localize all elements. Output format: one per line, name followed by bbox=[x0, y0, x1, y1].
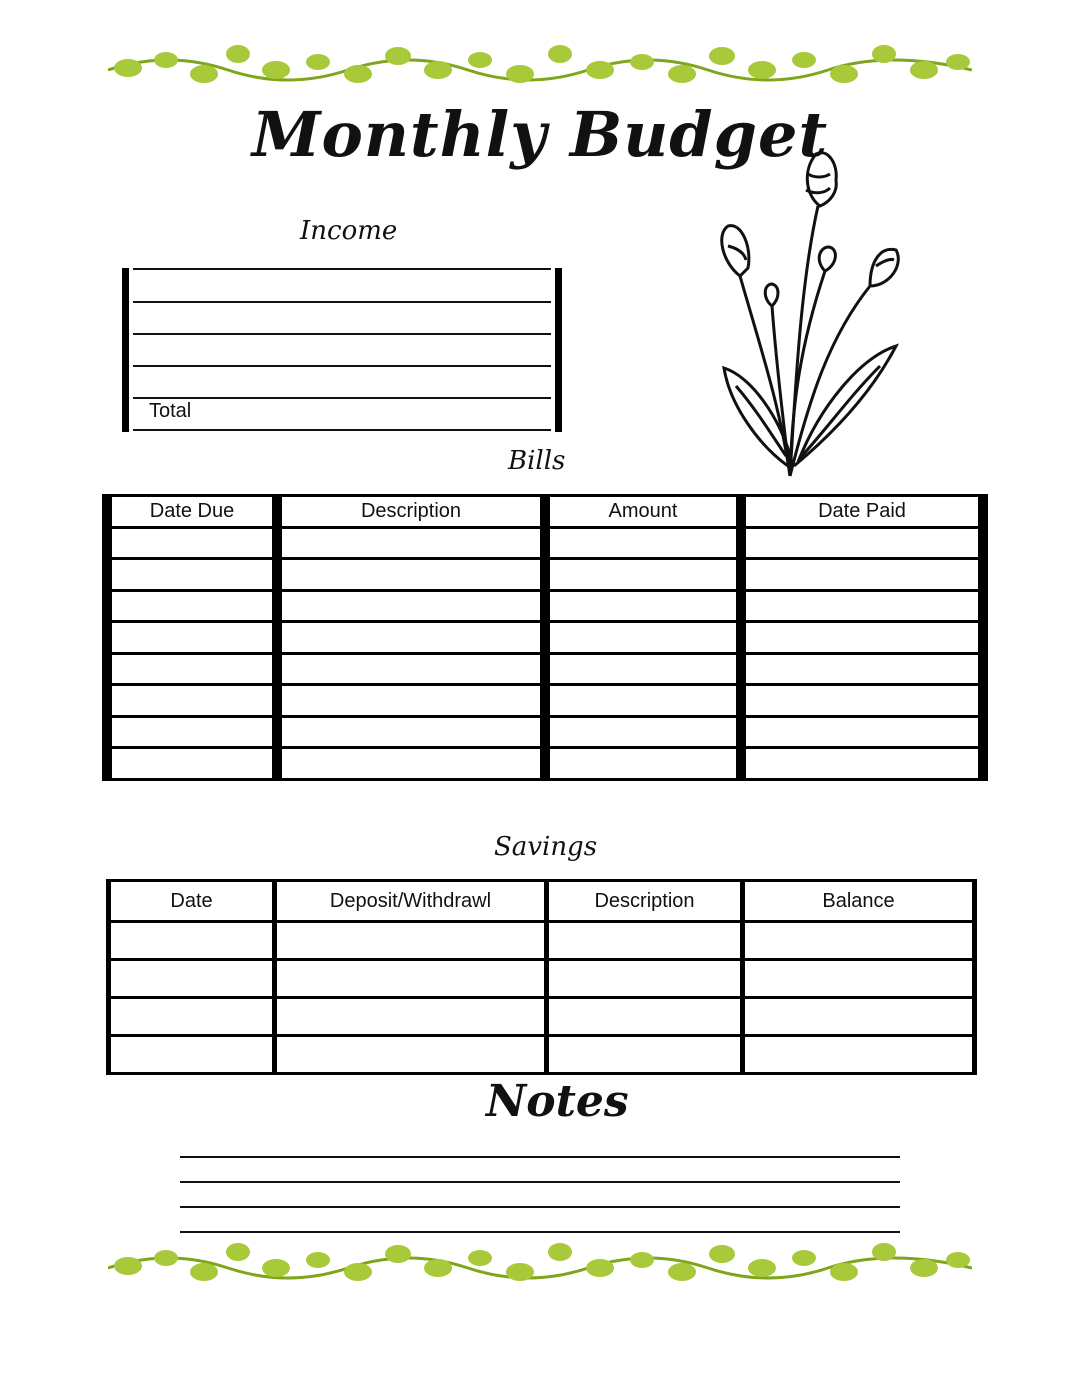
column-header-date-due: Date Due bbox=[107, 496, 277, 528]
bills-cell[interactable] bbox=[545, 622, 741, 654]
bills-cell[interactable] bbox=[277, 653, 545, 685]
bills-cell[interactable] bbox=[107, 748, 277, 780]
bills-cell[interactable] bbox=[277, 685, 545, 717]
table-header-row bbox=[107, 496, 983, 528]
bills-table bbox=[102, 494, 988, 781]
bills-label: Bills bbox=[508, 446, 566, 476]
bills-cell[interactable] bbox=[277, 622, 545, 654]
savings-table bbox=[106, 879, 977, 1075]
income-total-label: Total bbox=[149, 400, 192, 422]
bills-cell[interactable] bbox=[107, 590, 277, 622]
savings-cell[interactable] bbox=[547, 1036, 743, 1074]
income-line bbox=[133, 333, 551, 335]
table-row bbox=[109, 960, 975, 998]
bills-cell[interactable] bbox=[545, 653, 741, 685]
table-row bbox=[107, 622, 983, 654]
vine-border-top-icon bbox=[108, 40, 972, 92]
table-row bbox=[107, 590, 983, 622]
savings-cell[interactable] bbox=[109, 998, 275, 1036]
savings-cell[interactable] bbox=[275, 998, 547, 1036]
bills-cell[interactable] bbox=[545, 590, 741, 622]
savings-cell[interactable] bbox=[275, 960, 547, 998]
savings-cell[interactable] bbox=[547, 922, 743, 960]
income-label: Income bbox=[300, 216, 398, 246]
column-header-date: Date bbox=[109, 881, 275, 922]
savings-cell[interactable] bbox=[547, 998, 743, 1036]
vine-border-bottom-icon bbox=[108, 1238, 972, 1290]
bills-cell[interactable] bbox=[277, 527, 545, 559]
bills-cell[interactable] bbox=[277, 559, 545, 591]
bills-cell[interactable] bbox=[741, 559, 983, 591]
table-row bbox=[107, 653, 983, 685]
bills-cell[interactable] bbox=[107, 527, 277, 559]
income-line bbox=[133, 397, 551, 399]
bills-cell[interactable] bbox=[107, 622, 277, 654]
table-row bbox=[109, 1036, 975, 1074]
table-row bbox=[107, 748, 983, 780]
savings-cell[interactable] bbox=[743, 960, 975, 998]
bills-cell[interactable] bbox=[545, 527, 741, 559]
notes-line[interactable] bbox=[180, 1156, 900, 1158]
savings-cell[interactable] bbox=[547, 960, 743, 998]
table-row bbox=[107, 559, 983, 591]
bills-cell[interactable] bbox=[277, 748, 545, 780]
bills-cell[interactable] bbox=[277, 590, 545, 622]
column-header-date-paid: Date Paid bbox=[741, 496, 983, 528]
savings-cell[interactable] bbox=[743, 998, 975, 1036]
bills-cell[interactable] bbox=[545, 685, 741, 717]
table-row bbox=[109, 922, 975, 960]
bills-cell[interactable] bbox=[107, 685, 277, 717]
bills-cell[interactable] bbox=[545, 559, 741, 591]
table-row bbox=[107, 685, 983, 717]
notes-label: Notes bbox=[486, 1076, 629, 1127]
income-box bbox=[122, 268, 562, 432]
column-header-description: Description bbox=[547, 881, 743, 922]
bills-cell[interactable] bbox=[107, 559, 277, 591]
bills-cell[interactable] bbox=[741, 653, 983, 685]
flower-illustration-icon bbox=[700, 146, 910, 480]
bills-cell[interactable] bbox=[277, 716, 545, 748]
page-title: Monthly Budget bbox=[251, 98, 829, 171]
bills-cell[interactable] bbox=[741, 622, 983, 654]
bills-cell[interactable] bbox=[741, 590, 983, 622]
bills-cell[interactable] bbox=[107, 653, 277, 685]
table-row bbox=[107, 527, 983, 559]
bills-cell[interactable] bbox=[741, 527, 983, 559]
table-row bbox=[107, 716, 983, 748]
savings-cell[interactable] bbox=[743, 922, 975, 960]
notes-line[interactable] bbox=[180, 1206, 900, 1208]
table-row bbox=[109, 998, 975, 1036]
bills-cell[interactable] bbox=[107, 716, 277, 748]
notes-line[interactable] bbox=[180, 1231, 900, 1233]
bills-cell[interactable] bbox=[741, 685, 983, 717]
savings-cell[interactable] bbox=[109, 1036, 275, 1074]
income-line bbox=[133, 268, 551, 270]
bills-cell[interactable] bbox=[741, 716, 983, 748]
income-line bbox=[133, 301, 551, 303]
bills-cell[interactable] bbox=[545, 748, 741, 780]
savings-cell[interactable] bbox=[275, 1036, 547, 1074]
savings-cell[interactable] bbox=[109, 960, 275, 998]
savings-cell[interactable] bbox=[743, 1036, 975, 1074]
column-header-description: Description bbox=[277, 496, 545, 528]
savings-label: Savings bbox=[494, 832, 598, 862]
income-line bbox=[133, 429, 551, 431]
notes-line[interactable] bbox=[180, 1181, 900, 1183]
table-header-row bbox=[109, 881, 975, 922]
income-line bbox=[133, 365, 551, 367]
column-header-amount: Amount bbox=[545, 496, 741, 528]
savings-cell[interactable] bbox=[275, 922, 547, 960]
bills-cell[interactable] bbox=[741, 748, 983, 780]
savings-cell[interactable] bbox=[109, 922, 275, 960]
column-header-balance: Balance bbox=[743, 881, 975, 922]
bills-cell[interactable] bbox=[545, 716, 741, 748]
column-header-deposit-withdrawl: Deposit/Withdrawl bbox=[275, 881, 547, 922]
